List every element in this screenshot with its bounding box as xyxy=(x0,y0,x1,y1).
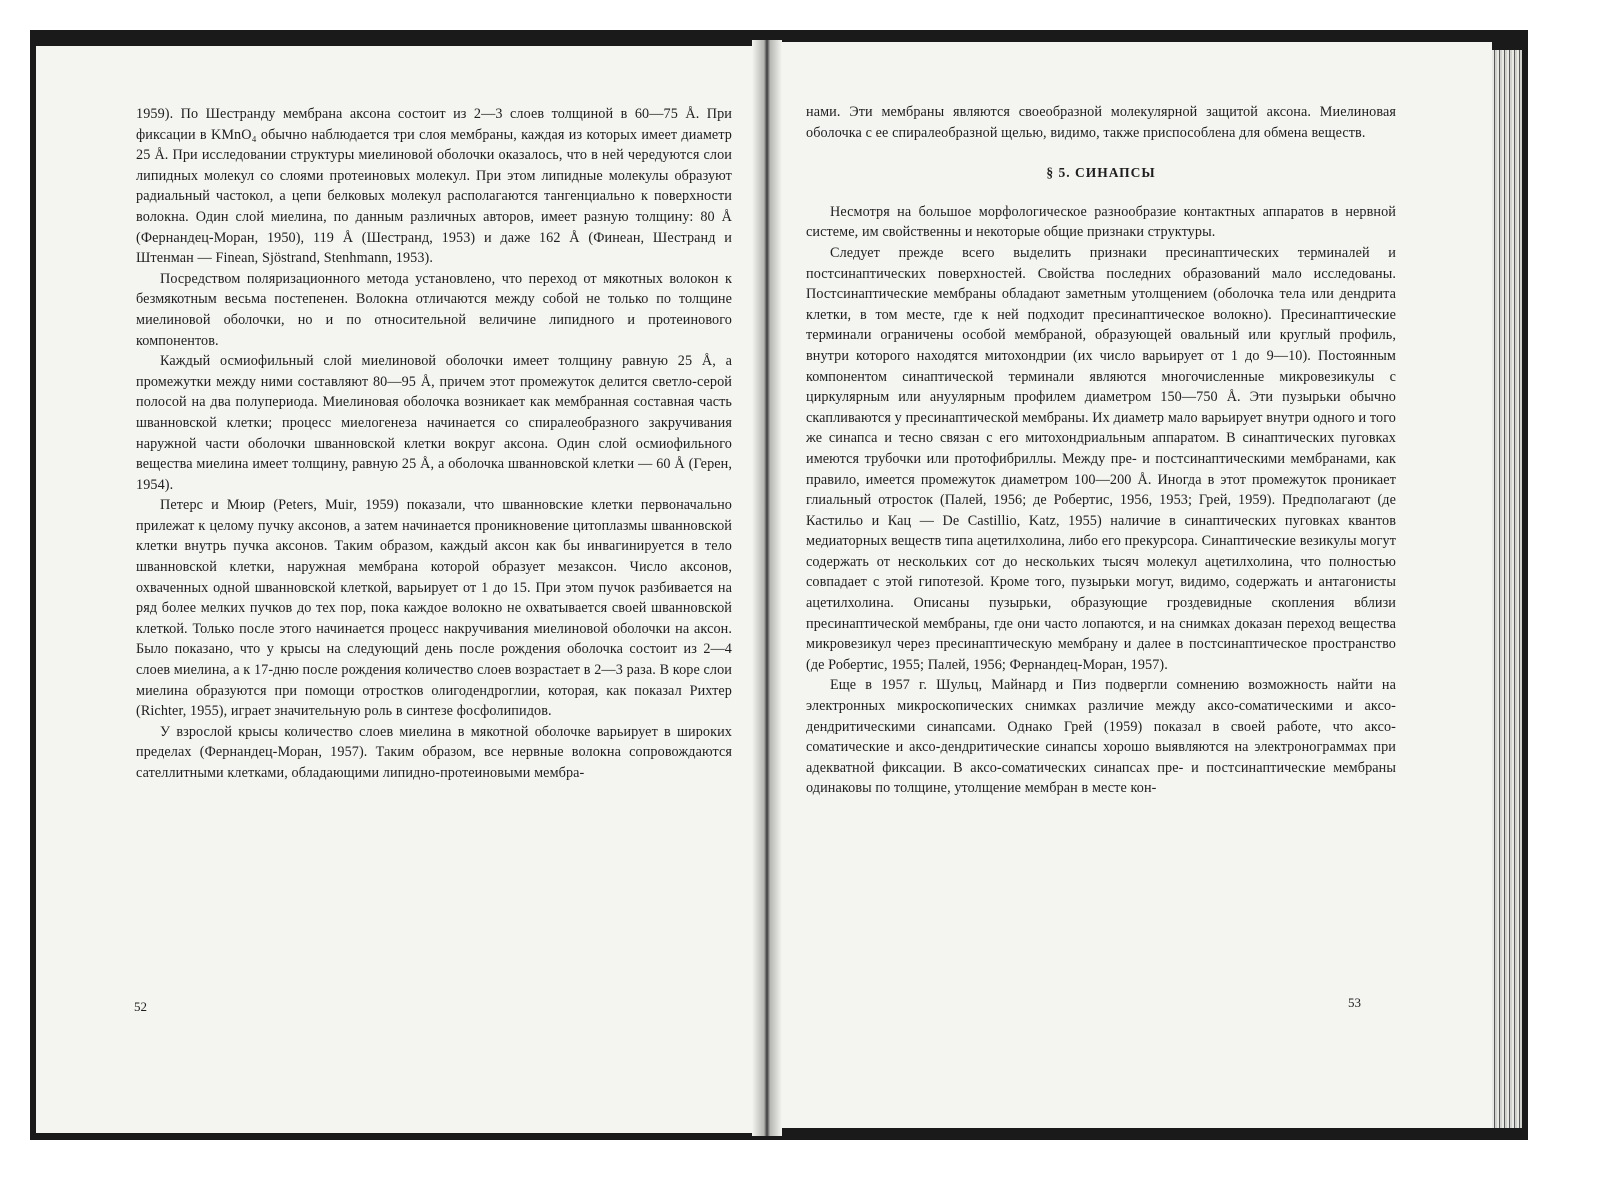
left-page xyxy=(36,46,758,1133)
paragraph: Каждый осмиофильный слой миелиновой оболочки имеет толщину равную 25 Å, а промежутки между ними составляют 80—95 Å, причем этот промежуток делится светло-серой полосой на два полупериода. Миелиновая оболочка возникает как мембранная составная часть шванновской клетки; процесс миелогенеза начинается со спиралеобразного закручивания наружной части оболочки шванновской клетки вокруг аксона. Один слой осмиофильного вещества миелина имеет толщину, равную 25 Å, а оболочка шванновской клетки — 60 Å (Герен, 1954). xyxy=(136,353,732,493)
page-number-right: 53 xyxy=(1348,995,1361,1010)
paragraph: 1959). По Шестранду мембрана аксона состоит из 2—3 слоев толщиной в 60—75 Å. При фиксации в KMnO₄ обычно наблюдается три слоя мембраны, каждая из которых имеет диаметр 25 Å. При исследовании структуры миелиновой оболочки оказалось, что в ней чередуются слои липидных молекул со слоями протеиновых молекул. При этом липидные молекулы образуют радиальный частокол, а цепи белковых молекул располагаются тангенциально к поверхности волокна. Один слой миелина, по данным различных авторов, имеет разную толщину: 80 Å (Фернандец-Моран, 1950), 119 Å (Шестранд, 1953) и даже 162 Å (Финеан, Шестранд и Штенман — Finean, Sjöstrand, Stenhmann, 1953). xyxy=(136,106,732,267)
right-page-body xyxy=(806,102,1396,799)
page-edges xyxy=(1492,50,1522,1128)
page-number-left: 52 xyxy=(134,999,147,1014)
paragraph: Посредством поляризационного метода установлено, что переход от мякотных волокон к безмякотным весьма постепенен. Волокна отличаются между собой не только по толщине миелиновой оболочки, но и по относительной величине липидного и протеинового компонентов. xyxy=(136,270,732,349)
paragraph: Еще в 1957 г. Шульц, Майнард и Пиз подвергли сомнению возможность найти на электронных микроскопических снимках различие между аксо-соматическими и аксо-дендритическими синапсами. Однако Грей (1959) показал в своей работе, что аксо-соматические и аксо-дендритические синапсы хорошо выявляются на электронограммах при адекватной фиксации. В аксо-соматических синапсах пре- и постсинаптические мембраны одинаковы по толщине, утолщение мембран в месте кон- xyxy=(806,677,1396,797)
left-page-body xyxy=(136,104,732,784)
paragraph: У взрослой крысы количество слоев миелина в мякотной оболочке варьирует в широких пределах (Фернандец-Моран, 1957). Таким образом, все нервные волокна сопровождаются сателлитными клетками, обладающими липидно-протеиновыми мембра- xyxy=(136,723,732,781)
section-heading: § 5. СИНАПСЫ xyxy=(1046,165,1156,181)
right-page xyxy=(776,42,1492,1128)
paragraph: Следует прежде всего выделить признаки пресинаптических терминалей и постсинаптических поверхностей. Свойства последних образований мало исследованы. Постсинаптические мембраны обладают заметным утолщением (оболочка тела или дендрита клетки, в том месте, где к ней подходит пресинаптическое волокно). Пресинаптические терминали ограничены особой мембраной, образующей овальный или круглый профиль, внутри которого находятся митохондрии (их число варьирует от 1 до 9—10). Постоянным компонентом синаптической терминали являются многочисленные микровезикулы с циркулярным или ануулярным профилем диаметром 150—750 Å. Эти пузырьки обычно скапливаются у пресинаптической мембраны. Их диаметр мало варьирует внутри одного и того же синапса и тесно связан с его митохондриальным аппаратом. В синаптических пуговках имеются трубочки или протофибриллы. Между пре- и постсинаптическими мембранами, как правило, имеется промежуток диаметром 100—200 Å. Иногда в этот промежуток проникает глиальный отросток (Палей, 1956; де Робертис, 1956, 1953; Грей, 1959). Предполагают (де Кастильо и Кац — De Castillio, Katz, 1955) наличие в синаптических пуговках квантов медиаторных веществ типа ацетилхолина, либо его прекурсора. Синаптические везикулы могут содержать от нескольких сот до нескольких тысяч молекул ацетилхолина, что полностью совпадает с этой гипотезой. Кроме того, пузырьки могут, видимо, содержать и антагонисты ацетилхолина. Описаны пузырьки, образующие гроздевидные скопления вблизи пресинаптической мембраны, где они часто лопаются, и на снимках доказан переход вещества микровезикул через пресинаптическую мембрану и далее в постсинаптическое пространство (де Робертис, 1955; Палей, 1956; Фернандец-Моран, 1957). xyxy=(806,244,1396,673)
paragraph: Петерс и Мюир (Peters, Muir, 1959) показали, что шванновские клетки первоначально прилежат к целому пучку аксонов, а затем начинается проникновение цитоплазмы шванновской клетки внутрь пучка аксонов. Таким образом, каждый аксон как бы инвагинируется в тело шванновской клетки, наружная мембрана которой образует мезаксон. Число аксонов, охваченных одной шванновской клеткой, варьирует от 1 до 15. При этом пучок разбивается на ряд более мелких пучков до тех пор, пока каждое волокно не охватывается своей шванновской клеткой. Только после этого начинается процесс накручивания миелиновой оболочки на аксон. Было показано, что у крысы на следующий день после рождения оболочка состоит из 2—4 слоев миелина, а к 17-дню после рождения количество слоев возрастает в 2—3 раза. В коре слои миелина образуются при помощи отростков олигодендроглии, которая, как показал Рихтер (Richter, 1955), играет значительную роль в синтезе фосфолипидов. xyxy=(136,497,732,720)
paragraph: нами. Эти мембраны являются своеобразной молекулярной защитой аксона. Миелиновая оболочка с ее спиралеобразной щелью, видимо, также приспособлена для обмена веществ. xyxy=(806,104,1396,141)
paragraph: Несмотря на большое морфологическое разнообразие контактных аппаратов в нервной системе, им свойственны и некоторые общие признаки структуры. xyxy=(806,203,1396,241)
book-gutter xyxy=(752,40,782,1136)
